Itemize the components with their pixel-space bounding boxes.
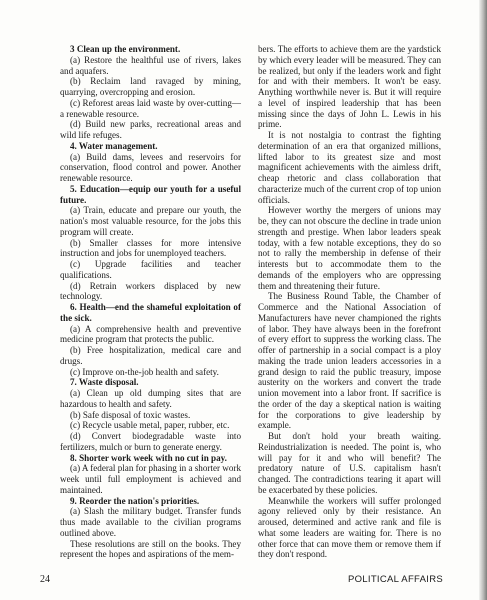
paragraph: (c) Improve on-the-job health and safety.: [70, 366, 219, 377]
paragraph: (d) Convert biodegradable waste into fertilizers, mulch or burn to generate energy.: [60, 431, 241, 452]
publication-title: POLITICAL AFFAIRS: [347, 574, 443, 585]
left-column: [60, 44, 241, 560]
paragraph: (a) Restore the healthful use of rivers, lakes and aquafers.: [60, 54, 241, 76]
paragraph: (a) Build dams, levees and reservoirs for conservation, flood control and power. Another renewable resource.: [60, 151, 241, 183]
paragraph: But don't hold your breath waiting. Reindustrialization is needed. The point is, who will pay for it and who will benefit? The predatory nature of U.S. capitalism hasn't changed. The contradictions tearing it apart will be exacerbated by these policies.: [258, 431, 441, 495]
paragraph: (c) Reforest areas laid waste by over-cutting—a renewable resource.: [60, 97, 241, 119]
section-heading: 4. Water management.: [70, 140, 158, 151]
paragraph: (a) A comprehensive health and preventive medicine program that protects the public.: [60, 323, 241, 345]
paragraph: (a) A federal plan for phasing in a shorter work week until full employment is achieved and maintained.: [60, 463, 241, 495]
section-heading: 3 Clean up the environment.: [70, 44, 181, 54]
right-column: [258, 44, 441, 560]
paragraph: (a) Train, educate and prepare our youth, the nation's most valuable resource, for the jobs this program will create.: [60, 205, 241, 237]
paragraph: (a) Clean up old dumping sites that are hazardous to health and safety.: [60, 388, 241, 409]
paragraph: However worthy the mergers of unions may be, they can not obscure the decline in trade union strength and prestige. When labor leaders speak today, with a few notable exceptions, they do so not to rally the membership in defense of their interests but to accommodate them to the demands of the employers who are oppressing them and threatening their future.: [258, 205, 441, 291]
section-heading: 7. Waste disposal.: [70, 377, 139, 388]
page-edge-shadow: [479, 0, 487, 600]
section-heading: 8. Shorter work week with no cut in pay.: [70, 452, 227, 463]
paragraph: (d) Build new parks, recreational areas and wild life refuges.: [60, 119, 241, 140]
paragraph: (b) Free hospitalization, medical care and drugs.: [60, 345, 241, 366]
paragraph: (d) Retrain workers displaced by new technology.: [60, 280, 241, 302]
paragraph: (c) Recycle usable metal, paper, rubber, etc.: [70, 420, 230, 431]
paragraph: (b) Reclaim land ravaged by mining, quarrying, overcropping and erosion.: [60, 76, 241, 97]
section-heading: 9. Reorder the nation's priorities.: [70, 495, 200, 506]
section-heading: 5. Education—equip our youth for a useful future.: [60, 183, 241, 205]
paragraph: (b) Smaller classes for more intensive instruction and jobs for unemployed teachers.: [60, 237, 241, 259]
paragraph: The Business Round Table, the Chamber of Commerce and the National Association of Manufacturers have never championed the rights of labor. They have always been in the forefront of every effort to suppress the working class. The offer of partnership in a social compact is a ploy making the trade union leaders accessories in a grand design to raid the public treasury, impose austerity on the workers and convert the trade union movement into a labor front. If sacrifice is the order of the day a skeptical nation is waiting for the corporations to give leadership by example.: [258, 291, 441, 431]
section-heading: 6. Health—end the shameful exploitation of the sick.: [60, 302, 241, 323]
paragraph: (c) Upgrade facilities and teacher qualifications.: [60, 259, 241, 280]
paragraph: These resolutions are still on the books. They represent the hopes and aspirations of the mem-: [60, 538, 241, 560]
paragraph: It is not nostalgia to contrast the fighting determination of an era that organized millions, lifted labor to its greatest size and most magnificent achievements with the aimless drift, cheap rhetoric and class collaboration that characterize much of the current crop of top union officials.: [258, 130, 441, 205]
paragraph-continued: bers. The efforts to achieve them are the yardstick by which every leader will be measured. They can be realized, but only if the leaders work and fight for and with their members. It won't be easy. Anything worthwhile never is. But it will require a level of inspired leadership that has been missing since the days of John L. Lewis in his prime.: [258, 44, 441, 130]
paragraph: Meanwhile the workers will suffer prolonged agony relieved only by their resistance. An aroused, determined and active rank and file is what some leaders are waiting for. There is no other force that can move them or remove them if they don't respond.: [258, 495, 441, 560]
page-number: 24: [40, 574, 50, 585]
paragraph: (b) Safe disposal of toxic wastes.: [70, 409, 191, 420]
paragraph: (a) Slash the military budget. Transfer funds thus made available to the civilian programs outlined above.: [60, 506, 241, 538]
